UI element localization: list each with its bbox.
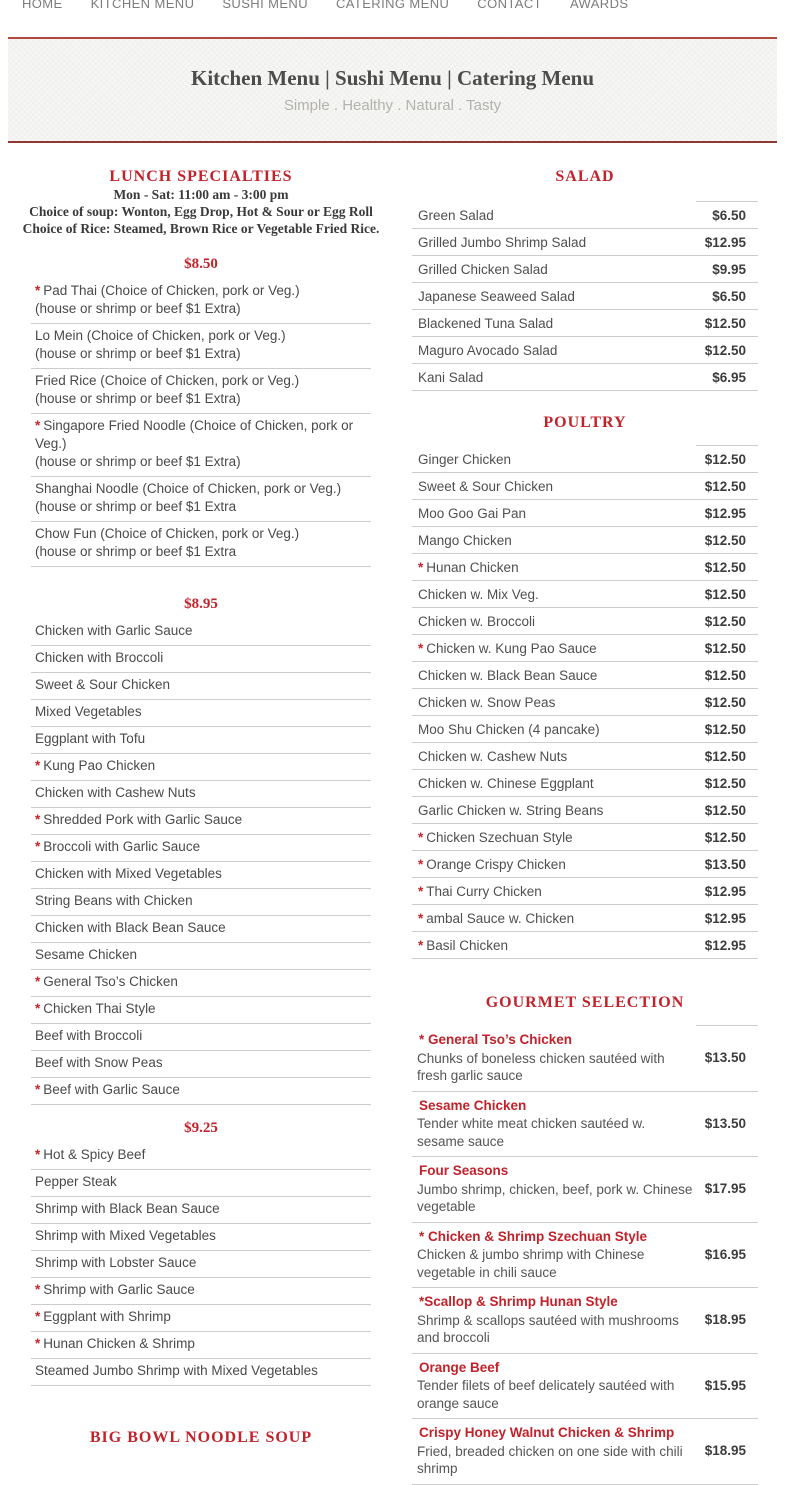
dish-price: $12.50 bbox=[704, 749, 746, 764]
menu-item-name: Chicken with Mixed Vegetables bbox=[35, 866, 222, 881]
dish-price: $18.95 bbox=[704, 1312, 746, 1328]
dish-name-text: Thai Curry Chicken bbox=[426, 884, 542, 899]
gourmet-row bbox=[412, 1354, 758, 1420]
page-banner bbox=[8, 37, 777, 143]
gourmet-dish bbox=[412, 1424, 696, 1478]
dish-name-text: Grilled Chicken Salad bbox=[418, 262, 548, 277]
dish-price: $17.95 bbox=[704, 1181, 746, 1197]
dish-price: $12.50 bbox=[704, 668, 746, 683]
menu-table-row bbox=[412, 662, 758, 689]
dish-name bbox=[412, 234, 696, 251]
menu-content bbox=[0, 143, 785, 1485]
dish-price: $6.95 bbox=[712, 370, 746, 385]
menu-item-name: Shrimp with Mixed Vegetables bbox=[35, 1228, 216, 1243]
menu-item-name: Shrimp with Black Bean Sauce bbox=[35, 1201, 220, 1216]
menu-item bbox=[31, 889, 371, 916]
menu-item-name: Beef with Garlic Sauce bbox=[43, 1082, 180, 1097]
dish-price: $12.95 bbox=[704, 506, 746, 521]
menu-item bbox=[31, 369, 371, 414]
menu-item-name: Shrimp with Garlic Sauce bbox=[43, 1282, 195, 1297]
dish-name-text: Green Salad bbox=[418, 208, 494, 223]
dish-price: $12.50 bbox=[704, 803, 746, 818]
menu-table-row bbox=[412, 310, 758, 337]
menu-table-row bbox=[412, 446, 758, 473]
menu-table-row bbox=[412, 229, 758, 256]
menu-table-row bbox=[412, 283, 758, 310]
gourmet-dish-name: Orange Beef bbox=[419, 1359, 500, 1375]
poultry-rows bbox=[412, 446, 758, 959]
spicy-star: * bbox=[418, 641, 424, 656]
page-subtitle: Simple . Healthy . Natural . Tasty bbox=[283, 97, 502, 114]
menu-item bbox=[31, 414, 371, 477]
menu-table-row bbox=[412, 878, 758, 905]
dish-name-text: Basil Chicken bbox=[426, 938, 509, 953]
dish-name bbox=[412, 207, 696, 224]
menu-table-row bbox=[412, 337, 758, 364]
nav-link[interactable]: SUSHI MENU bbox=[222, 0, 308, 10]
menu-table-row bbox=[412, 202, 758, 229]
gourmet-dish bbox=[412, 1097, 696, 1151]
dish-name-text: Garlic Chicken w. String Beans bbox=[418, 803, 604, 818]
gourmet-dish-name: Crispy Honey Walnut Chicken & Shrimp bbox=[419, 1425, 675, 1440]
dish-name bbox=[412, 748, 696, 765]
dish-name bbox=[412, 559, 696, 576]
menu-item bbox=[31, 619, 371, 646]
lunch-intro-line: Choice of Rice: Steamed, Brown Rice or Vegetable Fried Rice. bbox=[22, 221, 380, 236]
dish-price: $12.95 bbox=[704, 884, 746, 899]
dish-name-text: Maguro Avocado Salad bbox=[418, 343, 558, 358]
menu-item bbox=[31, 727, 371, 754]
gourmet-dish-name: * Chicken & Shrimp Szechuan Style bbox=[419, 1228, 648, 1244]
menu-item-name: Sweet & Sour Chicken bbox=[35, 677, 171, 692]
nav-link[interactable]: KITCHEN MENU bbox=[90, 0, 195, 10]
menu-item-name: Chicken Thai Style bbox=[43, 1001, 156, 1016]
dish-price: $13.50 bbox=[704, 857, 746, 872]
menu-item-name: Chicken with Black Bean Sauce bbox=[35, 920, 226, 935]
dish-name-text: Chicken w. Kung Pao Sauce bbox=[426, 641, 597, 656]
menu-item-name: Mixed Vegetables bbox=[35, 704, 142, 719]
menu-item-name: Shanghai Noodle (Choice of Chicken, pork or Veg.) bbox=[35, 481, 342, 496]
menu-item bbox=[31, 1251, 371, 1278]
menu-item bbox=[31, 835, 371, 862]
dish-name bbox=[412, 640, 696, 657]
menu-item bbox=[31, 916, 371, 943]
dish-name-text: Chicken Szechuan Style bbox=[426, 830, 573, 845]
poultry-table bbox=[412, 445, 758, 959]
poultry-heading: POULTRY bbox=[543, 414, 627, 431]
spicy-star: * bbox=[35, 1001, 41, 1016]
dish-name bbox=[412, 667, 696, 684]
dish-name-text: Orange Crispy Chicken bbox=[426, 857, 566, 872]
price-group-895-heading: $8.95 bbox=[184, 596, 218, 612]
gourmet-row bbox=[412, 1157, 758, 1223]
menu-item bbox=[31, 1224, 371, 1251]
menu-item-name: Steamed Jumbo Shrimp with Mixed Vegetables bbox=[35, 1363, 318, 1378]
spicy-star: * bbox=[35, 1309, 41, 1324]
menu-item-name: Shredded Pork with Garlic Sauce bbox=[43, 812, 243, 827]
menu-item-name: Beef with Broccoli bbox=[35, 1028, 143, 1043]
menu-item bbox=[31, 1332, 371, 1359]
dish-name bbox=[412, 369, 696, 386]
menu-item-name: Sesame Chicken bbox=[35, 947, 138, 962]
dish-name bbox=[412, 775, 696, 792]
menu-item-name: Fried Rice (Choice of Chicken, pork or Veg.) bbox=[35, 373, 300, 388]
top-nav-links bbox=[0, 0, 785, 10]
menu-item bbox=[31, 1359, 371, 1386]
spicy-star: * bbox=[35, 1336, 41, 1351]
dish-price: $6.50 bbox=[712, 208, 746, 223]
menu-item-name: Chicken with Broccoli bbox=[35, 650, 164, 665]
gourmet-dish-description: Chunks of boneless chicken sautéed with fresh garlic sauce bbox=[417, 1050, 665, 1083]
gourmet-dish-description: Tender filets of beef delicately sautéed with orange sauce bbox=[417, 1378, 675, 1411]
dish-name-text: Chicken w. Snow Peas bbox=[418, 695, 556, 710]
menu-table-row bbox=[412, 364, 758, 391]
dish-price: $12.50 bbox=[704, 479, 746, 494]
menu-table-row bbox=[412, 770, 758, 797]
gourmet-dish-description: Chicken & jumbo shrimp with Chinese vegetable in chili sauce bbox=[417, 1247, 645, 1280]
menu-item bbox=[31, 646, 371, 673]
right-menu-column bbox=[412, 167, 758, 1485]
menu-item-note: (house or shrimp or beef $1 Extra) bbox=[35, 454, 241, 469]
dish-name bbox=[412, 288, 696, 305]
dish-price: $12.95 bbox=[704, 938, 746, 953]
lunch-intro-line: Choice of soup: Wonton, Egg Drop, Hot & Sour or Egg Roll bbox=[29, 204, 373, 219]
menu-item bbox=[31, 781, 371, 808]
lunch-specialties-heading: LUNCH SPECIALTIES bbox=[109, 168, 293, 185]
menu-table-row bbox=[412, 743, 758, 770]
dish-name bbox=[412, 586, 696, 603]
spicy-star: * bbox=[35, 974, 41, 989]
dish-name bbox=[412, 261, 696, 278]
dish-name-text: Kani Salad bbox=[418, 370, 484, 385]
menu-table-row bbox=[412, 932, 758, 959]
dish-price: $12.50 bbox=[704, 830, 746, 845]
salad-rows bbox=[412, 202, 758, 391]
dish-price: $12.95 bbox=[704, 235, 746, 250]
gourmet-row bbox=[412, 1223, 758, 1289]
gourmet-dish bbox=[412, 1228, 696, 1282]
dish-name-text: Chicken w. Cashew Nuts bbox=[418, 749, 568, 764]
gourmet-dish-name: Sesame Chicken bbox=[419, 1097, 527, 1113]
spicy-star: * bbox=[35, 839, 41, 854]
menu-item bbox=[31, 1024, 371, 1051]
dish-name-text: Sweet & Sour Chicken bbox=[418, 479, 554, 494]
menu-item-name: Chicken with Cashew Nuts bbox=[35, 785, 196, 800]
spicy-star: * bbox=[35, 283, 41, 298]
dish-name bbox=[412, 937, 696, 954]
menu-item-name: Singapore Fried Noodle (Choice of Chicken, pork or Veg.) bbox=[35, 418, 354, 451]
dish-name bbox=[412, 342, 696, 359]
dish-price: $12.50 bbox=[704, 452, 746, 467]
dish-price: $12.50 bbox=[704, 695, 746, 710]
price-group-850-items bbox=[31, 279, 371, 567]
menu-item bbox=[31, 1197, 371, 1224]
lunch-intro-line: Mon - Sat: 11:00 am - 3:00 pm bbox=[113, 187, 289, 202]
dish-name bbox=[412, 721, 696, 738]
dish-name-text: Chicken w. Black Bean Sauce bbox=[418, 668, 598, 683]
menu-item-name: Hunan Chicken & Shrimp bbox=[43, 1336, 195, 1351]
menu-item-name: Chicken with Garlic Sauce bbox=[35, 623, 193, 638]
dish-price: $12.50 bbox=[704, 343, 746, 358]
dish-name bbox=[412, 910, 696, 927]
menu-table-row bbox=[412, 716, 758, 743]
price-group-850-heading: $8.50 bbox=[184, 256, 218, 272]
gourmet-dish bbox=[412, 1293, 696, 1347]
dish-price: $18.95 bbox=[704, 1443, 746, 1459]
spicy-star: * bbox=[418, 830, 424, 845]
price-group-925-items bbox=[31, 1143, 371, 1386]
spicy-star: * bbox=[418, 884, 424, 899]
menu-item bbox=[31, 1078, 371, 1105]
menu-item-name: Eggplant with Shrimp bbox=[43, 1309, 171, 1324]
menu-table-row bbox=[412, 554, 758, 581]
menu-item bbox=[31, 970, 371, 997]
menu-item bbox=[31, 324, 371, 369]
menu-item bbox=[31, 1278, 371, 1305]
dish-name bbox=[412, 694, 696, 711]
menu-item bbox=[31, 522, 371, 567]
nav-link[interactable]: AWARDS bbox=[569, 0, 629, 10]
menu-item bbox=[31, 700, 371, 727]
price-group-895-items bbox=[31, 619, 371, 1105]
gourmet-dish bbox=[412, 1359, 696, 1413]
dish-name-text: Chicken w. Chinese Eggplant bbox=[418, 776, 594, 791]
menu-item-name: String Beans with Chicken bbox=[35, 893, 193, 908]
menu-item bbox=[31, 754, 371, 781]
dish-price: $6.50 bbox=[712, 289, 746, 304]
dish-price: $12.95 bbox=[704, 911, 746, 926]
menu-item-name: Pad Thai (Choice of Chicken, pork or Veg.) bbox=[43, 283, 300, 298]
gourmet-row bbox=[412, 1288, 758, 1354]
lunch-specialties-column bbox=[17, 167, 385, 1447]
menu-item-name: General Tso’s Chicken bbox=[43, 974, 178, 989]
spicy-star: * bbox=[35, 758, 41, 773]
menu-table-row bbox=[412, 500, 758, 527]
gourmet-table bbox=[412, 1025, 758, 1485]
dish-name-text: Mango Chicken bbox=[418, 533, 512, 548]
spicy-star: * bbox=[35, 1147, 41, 1162]
dish-name bbox=[412, 802, 696, 819]
dish-name bbox=[412, 883, 696, 900]
menu-table-row bbox=[412, 851, 758, 878]
dish-name-text: Hunan Chicken bbox=[426, 560, 519, 575]
menu-item bbox=[31, 862, 371, 889]
big-bowl-noodle-soup-heading: BIG BOWL NOODLE SOUP bbox=[89, 1429, 313, 1446]
spicy-star: * bbox=[418, 938, 424, 953]
gourmet-rows bbox=[412, 1026, 758, 1485]
menu-item-note: (house or shrimp or beef $1 Extra bbox=[35, 544, 237, 559]
menu-item bbox=[31, 1143, 371, 1170]
menu-item-name: Eggplant with Tofu bbox=[35, 731, 146, 746]
menu-item bbox=[31, 808, 371, 835]
dish-price: $12.50 bbox=[704, 533, 746, 548]
dish-name-text: Moo Goo Gai Pan bbox=[418, 506, 527, 521]
dish-name bbox=[412, 505, 696, 522]
dish-name bbox=[412, 451, 696, 468]
gourmet-dish-description: Tender white meat chicken sautéed w. sesame sauce bbox=[417, 1116, 646, 1149]
spicy-star: * bbox=[418, 560, 424, 575]
dish-price: $12.50 bbox=[704, 641, 746, 656]
menu-item bbox=[31, 943, 371, 970]
dish-price: $15.95 bbox=[704, 1377, 746, 1393]
dish-name-text: Moo Shu Chicken (4 pancake) bbox=[418, 722, 600, 737]
dish-name bbox=[412, 478, 696, 495]
nav-link[interactable]: HOME bbox=[22, 0, 63, 10]
menu-item-name: Beef with Snow Peas bbox=[35, 1055, 163, 1070]
gourmet-selection-heading: GOURMET SELECTION bbox=[485, 994, 685, 1011]
salad-table bbox=[412, 201, 758, 391]
dish-name bbox=[412, 315, 696, 332]
dish-name-text: ambal Sauce w. Chicken bbox=[426, 911, 575, 926]
gourmet-dish bbox=[412, 1031, 696, 1085]
menu-table-row bbox=[412, 905, 758, 932]
spicy-star: * bbox=[35, 1082, 41, 1097]
dish-price: $12.50 bbox=[704, 614, 746, 629]
dish-price: $16.95 bbox=[704, 1246, 746, 1262]
dish-price: $12.50 bbox=[704, 560, 746, 575]
menu-item bbox=[31, 997, 371, 1024]
menu-table-row bbox=[412, 256, 758, 283]
menu-table-row bbox=[412, 527, 758, 554]
menu-table-row bbox=[412, 473, 758, 500]
menu-table-row bbox=[412, 608, 758, 635]
page-title: Kitchen Menu | Sushi Menu | Catering Menu bbox=[190, 66, 595, 90]
menu-item bbox=[31, 673, 371, 700]
menu-item-note: (house or shrimp or beef $1 Extra) bbox=[35, 391, 241, 406]
dish-name-text: Grilled Jumbo Shrimp Salad bbox=[418, 235, 587, 250]
gourmet-dish-description: Fried, breaded chicken on one side with chili shrimp bbox=[417, 1443, 683, 1476]
spicy-star: * bbox=[35, 812, 41, 827]
dish-price: $9.95 bbox=[712, 262, 746, 277]
spicy-star: * bbox=[35, 418, 41, 433]
spicy-star: * bbox=[35, 1282, 41, 1297]
price-group-925-heading: $9.25 bbox=[184, 1120, 218, 1136]
menu-table-row bbox=[412, 581, 758, 608]
dish-name bbox=[412, 829, 696, 846]
dish-name bbox=[412, 613, 696, 630]
gourmet-dish-name: *Scallop & Shrimp Hunan Style bbox=[419, 1294, 618, 1309]
menu-item-note: (house or shrimp or beef $1 Extra) bbox=[35, 301, 241, 316]
nav-link[interactable]: CONTACT bbox=[477, 0, 542, 10]
menu-item-name: Shrimp with Lobster Sauce bbox=[35, 1255, 197, 1270]
dish-price: $12.50 bbox=[704, 776, 746, 791]
menu-item-name: Lo Mein (Choice of Chicken, pork or Veg.) bbox=[35, 328, 286, 343]
top-nav bbox=[0, 0, 785, 10]
gourmet-dish-name: * General Tso’s Chicken bbox=[419, 1032, 573, 1047]
dish-name-text: Ginger Chicken bbox=[418, 452, 512, 467]
menu-table-row bbox=[412, 824, 758, 851]
dish-price: $12.50 bbox=[704, 316, 746, 331]
menu-item-name: Kung Pao Chicken bbox=[43, 758, 156, 773]
menu-item bbox=[31, 1170, 371, 1197]
dish-name bbox=[412, 856, 696, 873]
menu-item bbox=[31, 1305, 371, 1332]
spicy-star: * bbox=[418, 857, 424, 872]
gourmet-row bbox=[412, 1092, 758, 1158]
nav-link[interactable]: CATERING MENU bbox=[335, 0, 450, 10]
gourmet-dish-description: Shrimp & scallops sautéed with mushrooms and broccoli bbox=[417, 1312, 679, 1345]
menu-table-row bbox=[412, 689, 758, 716]
dish-price: $13.50 bbox=[704, 1115, 746, 1131]
dish-name-text: Chicken w. Mix Veg. bbox=[418, 587, 539, 602]
dish-name-text: Blackened Tuna Salad bbox=[418, 316, 554, 331]
menu-item bbox=[31, 279, 371, 324]
menu-item-name: Hot & Spicy Beef bbox=[43, 1147, 146, 1162]
dish-name-text: Chicken w. Broccoli bbox=[418, 614, 536, 629]
menu-item-name: Chow Fun (Choice of Chicken, pork or Veg.) bbox=[35, 526, 300, 541]
gourmet-dish-description: Jumbo shrimp, chicken, beef, pork w. Chinese vegetable bbox=[417, 1181, 693, 1214]
menu-item-note: (house or shrimp or beef $1 Extra) bbox=[35, 346, 241, 361]
menu-item-name: Broccoli with Garlic Sauce bbox=[43, 839, 201, 854]
dish-name-text: Japanese Seaweed Salad bbox=[418, 289, 575, 304]
menu-item bbox=[31, 1051, 371, 1078]
menu-table-row bbox=[412, 797, 758, 824]
gourmet-dish bbox=[412, 1162, 696, 1216]
dish-price: $12.50 bbox=[704, 722, 746, 737]
gourmet-dish-name: Four Seasons bbox=[419, 1163, 509, 1178]
menu-item-name: Pepper Steak bbox=[35, 1174, 117, 1189]
dish-price: $13.50 bbox=[704, 1050, 746, 1066]
menu-item-note: (house or shrimp or beef $1 Extra bbox=[35, 499, 237, 514]
menu-table-row bbox=[412, 635, 758, 662]
menu-item bbox=[31, 477, 371, 522]
lunch-intro bbox=[17, 186, 385, 237]
spicy-star: * bbox=[418, 911, 424, 926]
dish-name bbox=[412, 532, 696, 549]
dish-price: $12.50 bbox=[704, 587, 746, 602]
gourmet-row bbox=[412, 1026, 758, 1092]
salad-heading: SALAD bbox=[555, 168, 615, 185]
